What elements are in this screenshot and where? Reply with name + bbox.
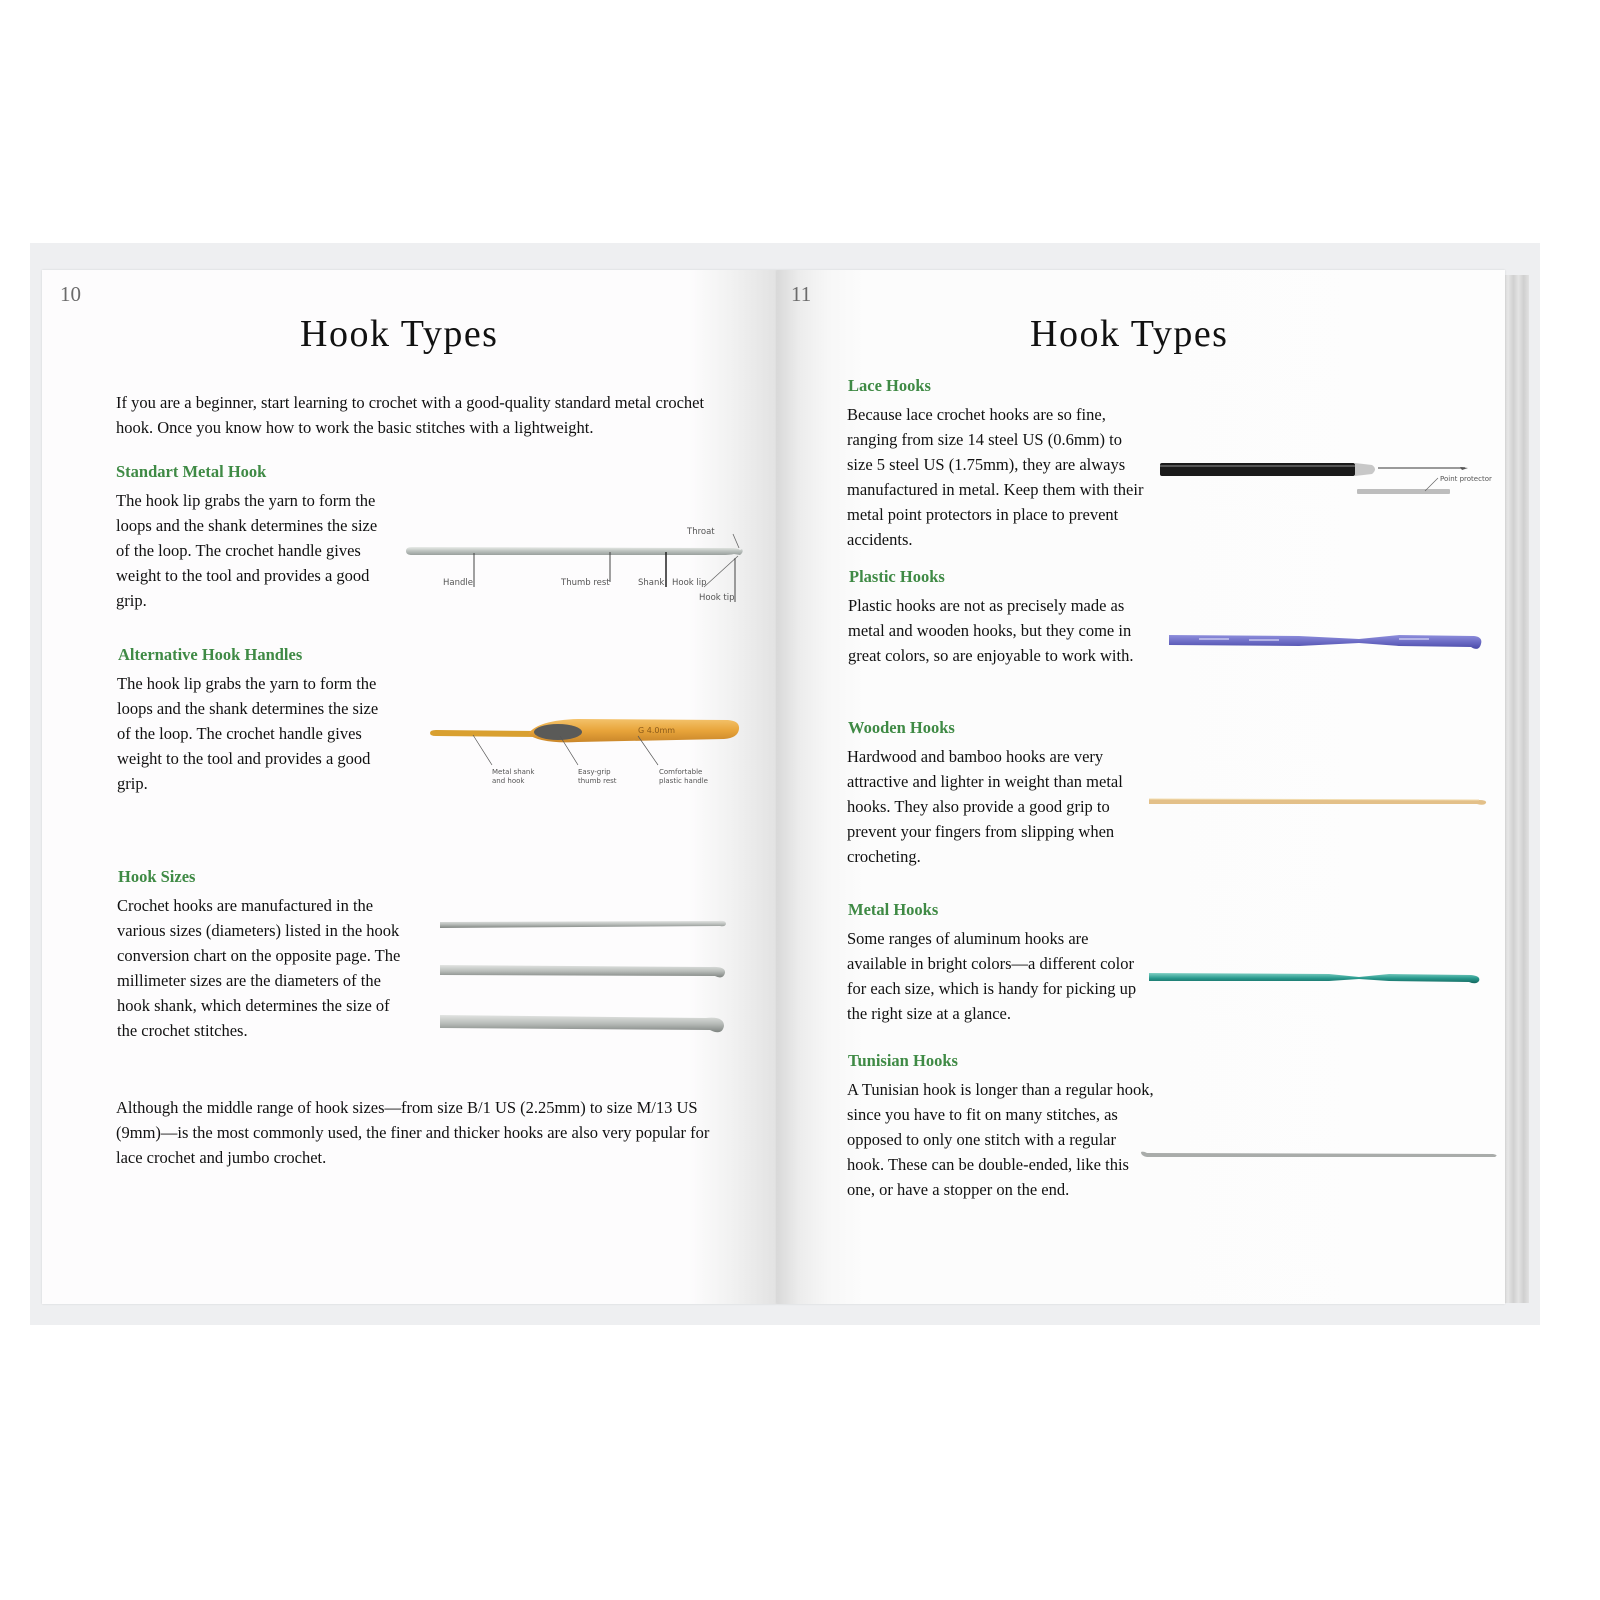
section-heading: Lace Hooks <box>848 376 931 395</box>
label-point-protector: Point protector <box>1440 475 1492 483</box>
label-easy-grip: Easy-grip thumb rest <box>578 768 617 785</box>
label-thumb-rest: Thumb rest <box>561 578 610 588</box>
section-heading: Wooden Hooks <box>848 718 955 737</box>
section-heading: Alternative Hook Handles <box>118 645 303 664</box>
section-body: Crochet hooks are manufactured in the various sizes (diameters) listed in the hook conversion chart on the opposite page. The millimeter sizes are the diameters of the hook shank, which determines the size of the crochet stitches. <box>117 896 401 1040</box>
section-heading: Hook Sizes <box>118 867 196 886</box>
page-title: Hook Types <box>300 313 499 355</box>
label-hook-tip: Hook tip <box>699 593 735 603</box>
plastic-hook-image <box>1169 630 1489 660</box>
label-handle: Handle <box>443 578 473 588</box>
section-body: Some ranges of aluminum hooks are available in bright colors—a different color for each size, which is handy for picking up the right size at a glance. <box>847 929 1137 1023</box>
left-page <box>42 270 777 1304</box>
label-throat: Throat <box>687 527 715 537</box>
section-body: The hook lip grabs the yarn to form the loops and the shank determines the size of the loop. The crochet handle gives weight to the tool and provides a good grip. <box>117 674 379 793</box>
svg-text:G 4.0mm: G 4.0mm <box>638 726 676 735</box>
page-title: Hook Types <box>1030 313 1229 355</box>
wooden-hook-image <box>1149 796 1494 810</box>
section-body: Hardwood and bamboo hooks are very attractive and lighter in weight than metal hooks. They also provide a good grip to prevent your fingers from slipping when crocheting. <box>847 747 1123 866</box>
label-hook-lip: Hook lip <box>672 578 707 588</box>
label-comfortable-handle: Comfortable plastic handle <box>659 768 708 785</box>
page-number: 11 <box>791 282 812 306</box>
section-body: A Tunisian hook is longer than a regular hook, since you have to fit on many stitches, as opposed to only one stitch with a regular hook. These can be double-ended, like this one, or have a stopper on the end. <box>847 1080 1154 1199</box>
intro-paragraph: If you are a beginner, start learning to crochet with a good-quality standard metal crochet hook. Once you know how to work the basic stitches with a lightweight. <box>116 393 705 437</box>
label-shank: Shank <box>638 578 665 588</box>
three-hook-sizes-image <box>440 910 740 1050</box>
section-heading: Metal Hooks <box>848 900 939 919</box>
tunisian-hook-image <box>1141 1150 1501 1162</box>
section-heading: Plastic Hooks <box>849 567 945 586</box>
section-heading: Tunisian Hooks <box>848 1051 958 1070</box>
page-edges <box>1503 275 1529 1303</box>
page-number: 10 <box>60 282 81 306</box>
section-heading: Standart Metal Hook <box>116 462 267 481</box>
section-body: Plastic hooks are not as precisely made as metal and wooden hooks, but they come in great colors, so are enjoyable to work with. <box>848 596 1134 665</box>
label-metal-shank: Metal shank and hook <box>492 768 535 785</box>
metal-hook-image <box>1149 970 1489 990</box>
section-body: The hook lip grabs the yarn to form the loops and the shank determines the size of the loop. The crochet handle gives weight to the tool and provides a good grip. <box>116 491 378 610</box>
section-body: Because lace crochet hooks are so fine, ranging from size 14 steel US (0.6mm) to size 5 steel US (1.75mm), they are always manufactured in metal. Keep them with their metal point protectors in place to prevent accidents. <box>847 405 1144 549</box>
right-page <box>777 270 1505 1304</box>
closing-paragraph: Although the middle range of hook sizes—from size B/1 US (2.25mm) to size M/13 US (9mm)—is the most commonly used, the finer and thicker hooks are also very popular for lace crochet and jumbo crochet. <box>116 1098 710 1167</box>
